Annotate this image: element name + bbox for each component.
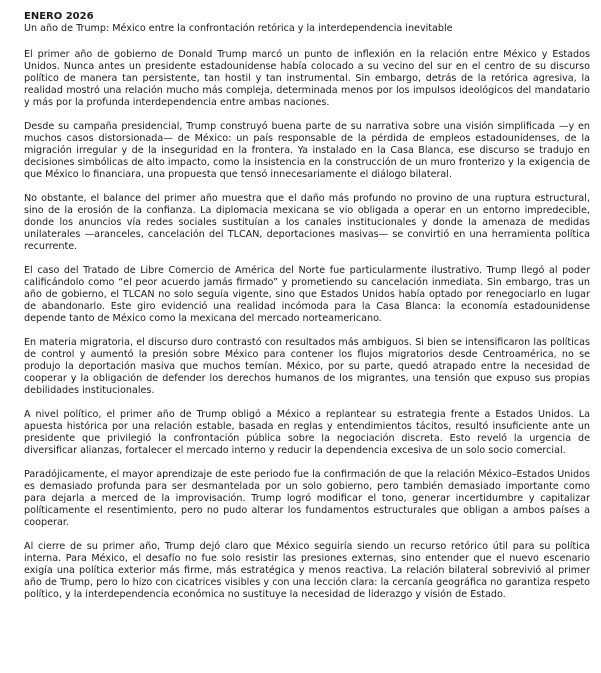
paragraph-2: Desde su campaña presidencial, Trump construyó buena parte de su narrativa sobre una visión simplificada —y en muchos casos distorsionada— de México: un país responsable de la pérdida de empleos estadounidenses, de la migración irregular y de la inseguridad en la frontera. Ya instalado en la Casa Blanca, ese discurso se tradujo en decisiones simbólicas de alto impacto, como la insistencia en la construcción de un muro fronterizo y la exigencia de que México lo financiara, una propuesta que tensó innecesariamente el diálogo bilateral. (24, 121, 590, 180)
paragraph-7: Paradójicamente, el mayor aprendizaje de este periodo fue la confirmación de que la relación México–Estados Unidos es demasiado profunda para ser desmantelada por un solo gobierno, pero también demasiado importante como para dejarla a merced de la improvisación. Trump logró modificar el tono, generar incertidumbre y capitalizar políticamente el resentimiento, pero no pudo alterar los fundamentos estructurales que obligan a ambos países a cooperar. (24, 469, 590, 528)
paragraph-5: En materia migratoria, el discurso duro contrastó con resultados más ambiguos. Si bien se intensificaron las políticas de control y aumentó la presión sobre México para contener los flujos migratorios desde Centroamérica, no se produjo la deportación masiva que muchos temían. México, por su parte, quedó atrapado entre la necesidad de cooperar y la obligación de defender los derechos humanos de los migrantes, una tensión que expuso sus propias debilidades institucionales. (24, 337, 590, 396)
article-subtitle: Un año de Trump: México entre la confrontación retórica y la interdependencia inevitable (24, 23, 453, 34)
paragraph-6: A nivel político, el primer año de Trump obligó a México a replantear su estrategia frente a Estados Unidos. La apuesta histórica por una relación estable, basada en reglas y entendimientos tácitos, resultó insuficiente ante un presidente que privilegió la confrontación pública sobre la negociación discreta. Esto reveló la urgencia de diversificar alianzas, fortalecer el mercado interno y reducir la dependencia excesiva de un solo socio comercial. (24, 409, 590, 456)
paragraph-1: El primer año de gobierno de Donald Trump marcó un punto de inflexión en la relación entre México y Estados Unidos. Nunca antes un presidente estadounidense había colocado a su vecino del sur en el centro de su discurso político de manera tan persistente, tan hostil y tan instrumental. Sin embargo, detrás de la retórica agresiva, la realidad mostró una relación mucho más compleja, determinada menos por los impulsos ideológicos del mandatario y más por la profunda interdependencia entre ambas naciones. (24, 49, 590, 108)
paragraph-8: Al cierre de su primer año, Trump dejó claro que México seguiría siendo un recurso retórico útil para su política interna. Para México, el desafío no fue solo resistir las presiones externas, sino entender que el nuevo escenario exigía una política exterior más firme, más estratégica y menos reactiva. La relación bilateral sobrevivió al primer año de Trump, pero lo hizo con cicatrices visibles y con una lección clara: la cercanía geográfica no garantiza respeto político, y la interdependencia económica no sustituye la necesidad de liderazgo y visión de Estado. (24, 541, 590, 600)
paragraph-4: El caso del Tratado de Libre Comercio de América del Norte fue particularmente ilustrativo. Trump llegó al poder calificándolo como “el peor acuerdo jamás firmado” y prometiendo su cancelación inmediata. Sin embargo, tras un año de gobierno, el TLCAN no solo seguía vigente, sino que Estados Unidos había optado por renegociarlo en lugar de abandonarlo. Este giro evidenció una realidad incómoda para la Casa Blanca: la economía estadounidense depende tanto de México como la mexicana del mercado norteamericano. (24, 265, 590, 324)
article-date: ENERO 2026 (24, 11, 94, 22)
article (24, 11, 590, 613)
paragraph-3: No obstante, el balance del primer año muestra que el daño más profundo no provino de una ruptura estructural, sino de la erosión de la confianza. La diplomacia mexicana se vio obligada a operar en un entorno impredecible, donde los anuncios vía redes sociales sustituían a los canales institucionales y donde la amenaza de medidas unilaterales —aranceles, cancelación del TLCAN, deportaciones masivas— se convirtió en una herramienta política recurrente. (24, 193, 590, 252)
